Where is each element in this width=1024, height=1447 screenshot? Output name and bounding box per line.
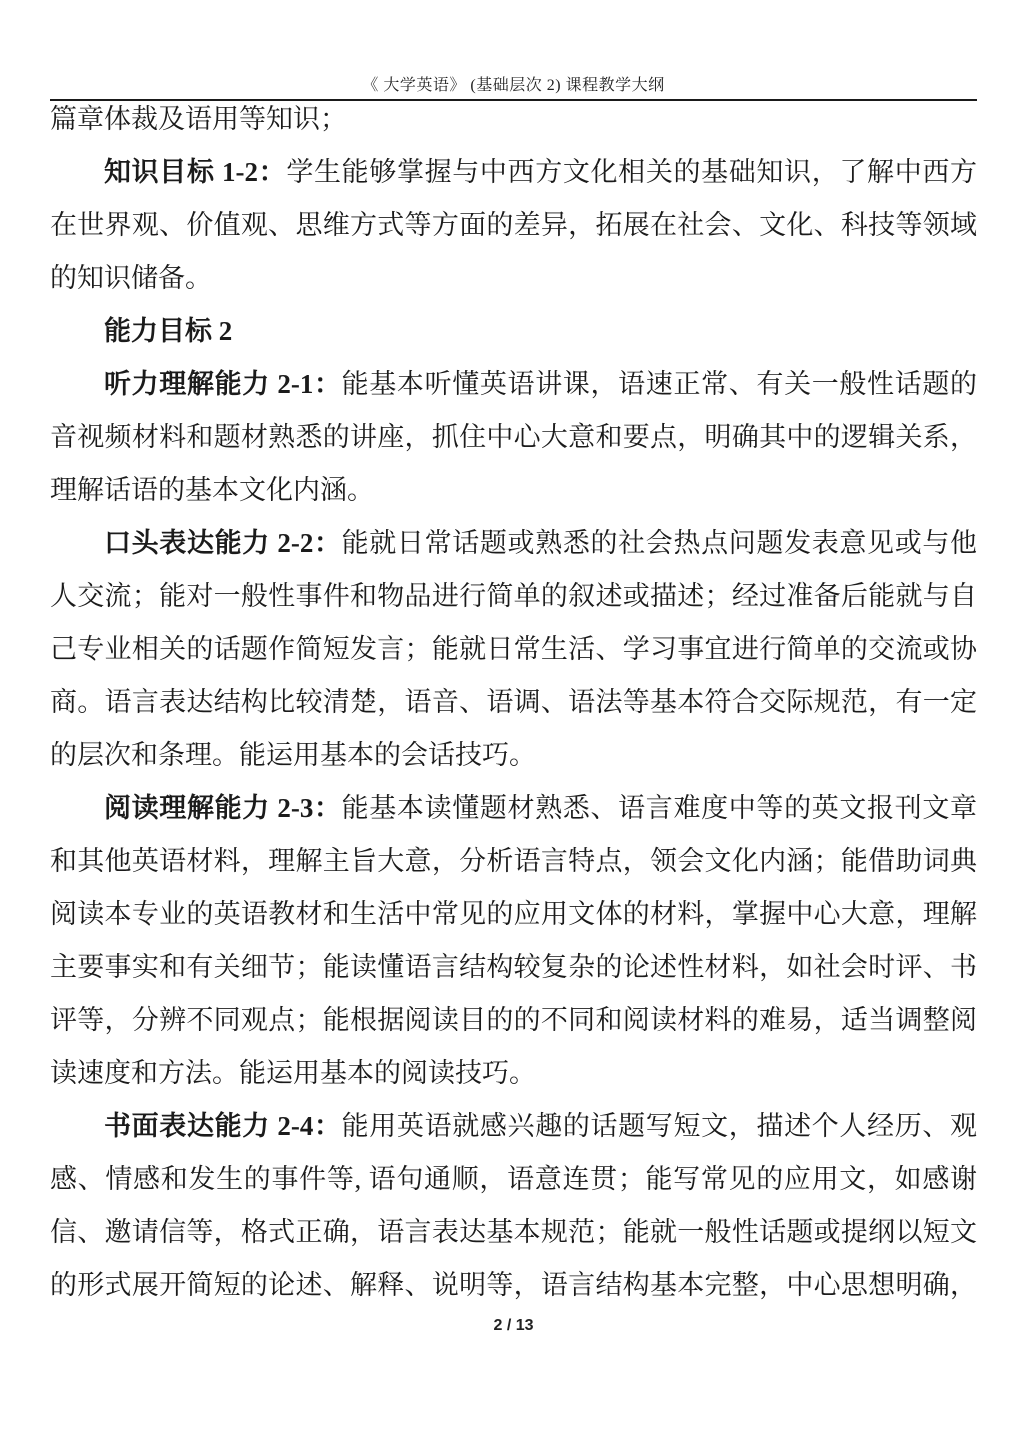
text-line bbox=[50, 729, 977, 782]
page-footer bbox=[50, 1316, 977, 1336]
paragraph-text: 感、情感和发生的事件等, 语句通顺，语意连贯；能写常见的应用文，如感谢 bbox=[50, 1164, 977, 1194]
paragraph-text: 音视频材料和题材熟悉的讲座，抓住中心大意和要点，明确其中的逻辑关系， bbox=[50, 422, 977, 452]
text-line bbox=[50, 305, 977, 358]
text-line bbox=[50, 464, 977, 517]
paragraph-text: 能基本听懂英语讲课，语速正常、有关一般性话题的 bbox=[341, 369, 977, 399]
paragraph-text: 己专业相关的话题作简短发言；能就日常生活、学习事宜进行简单的交流或协 bbox=[50, 634, 977, 664]
text-line bbox=[50, 676, 977, 729]
paragraph-text: 主要事实和有关细节；能读懂语言结构较复杂的论述性材料，如社会时评、书 bbox=[50, 952, 977, 982]
text-line bbox=[50, 146, 977, 199]
document-body bbox=[50, 93, 977, 1312]
paragraph-text: 篇章体裁及语用等知识； bbox=[50, 104, 347, 134]
text-line bbox=[50, 1100, 977, 1153]
text-line bbox=[50, 623, 977, 676]
paragraph-text: 能基本读懂题材熟悉、语言难度中等的英文报刊文章 bbox=[341, 793, 977, 823]
paragraph-text: 的层次和条理。能运用基本的会话技巧。 bbox=[50, 740, 536, 770]
paragraph-text: 读速度和方法。能运用基本的阅读技巧。 bbox=[50, 1058, 536, 1088]
text-line bbox=[50, 994, 977, 1047]
text-line bbox=[50, 782, 977, 835]
paragraph-lead: 口头表达能力 2-2： bbox=[104, 528, 342, 558]
text-line bbox=[50, 93, 977, 146]
page-number: 2 / 13 bbox=[493, 1317, 534, 1334]
paragraph-text: 评等，分辨不同观点；能根据阅读目的的不同和阅读材料的难易，适当调整阅 bbox=[50, 1005, 977, 1035]
text-line bbox=[50, 1206, 977, 1259]
text-line bbox=[50, 888, 977, 941]
paragraph-text: 人交流；能对一般性事件和物品进行简单的叙述或描述；经过准备后能就与自 bbox=[50, 581, 977, 611]
text-line bbox=[50, 358, 977, 411]
text-line bbox=[50, 517, 977, 570]
paragraph-text: 的知识储备。 bbox=[50, 263, 212, 293]
paragraph-text: 能就日常话题或熟悉的社会热点问题发表意见或与他 bbox=[341, 528, 977, 558]
paragraph-lead: 阅读理解能力 2-3： bbox=[104, 793, 342, 823]
paragraph-lead: 知识目标 1-2： bbox=[104, 157, 287, 187]
page-header bbox=[50, 0, 977, 101]
text-line bbox=[50, 1047, 977, 1100]
text-line bbox=[50, 252, 977, 305]
paragraph-text: 学生能够掌握与中西方文化相关的基础知识，了解中西方 bbox=[286, 157, 978, 187]
paragraph-text: 阅读本专业的英语教材和生活中常见的应用文体的材料，掌握中心大意，理解 bbox=[50, 899, 977, 929]
text-line bbox=[50, 1259, 977, 1312]
text-line bbox=[50, 941, 977, 994]
paragraph-lead: 能力目标 2 bbox=[104, 316, 233, 346]
paragraph-lead: 听力理解能力 2-1： bbox=[104, 369, 342, 399]
header-title: 《 大学英语》 (基础层次 2) 课程教学大纲 bbox=[362, 77, 665, 94]
text-line bbox=[50, 411, 977, 464]
paragraph-text: 的形式展开简短的论述、解释、说明等，语言结构基本完整，中心思想明确， bbox=[50, 1270, 977, 1300]
paragraph-lead: 书面表达能力 2-4： bbox=[104, 1111, 342, 1141]
text-line bbox=[50, 570, 977, 623]
paragraph-text: 信、邀请信等，格式正确，语言表达基本规范；能就一般性话题或提纲以短文 bbox=[50, 1217, 977, 1247]
text-line bbox=[50, 199, 977, 252]
paragraph-text: 能用英语就感兴趣的话题写短文，描述个人经历、观 bbox=[341, 1111, 977, 1141]
paragraph-text: 在世界观、价值观、思维方式等方面的差异，拓展在社会、文化、科技等领域 bbox=[50, 210, 977, 240]
text-line bbox=[50, 1153, 977, 1206]
text-line bbox=[50, 835, 977, 888]
paragraph-text: 理解话语的基本文化内涵。 bbox=[50, 475, 374, 505]
paragraph-text: 和其他英语材料，理解主旨大意，分析语言特点，领会文化内涵；能借助词典 bbox=[50, 846, 977, 876]
paragraph-text: 商。语言表达结构比较清楚，语音、语调、语法等基本符合交际规范，有一定 bbox=[50, 687, 977, 717]
